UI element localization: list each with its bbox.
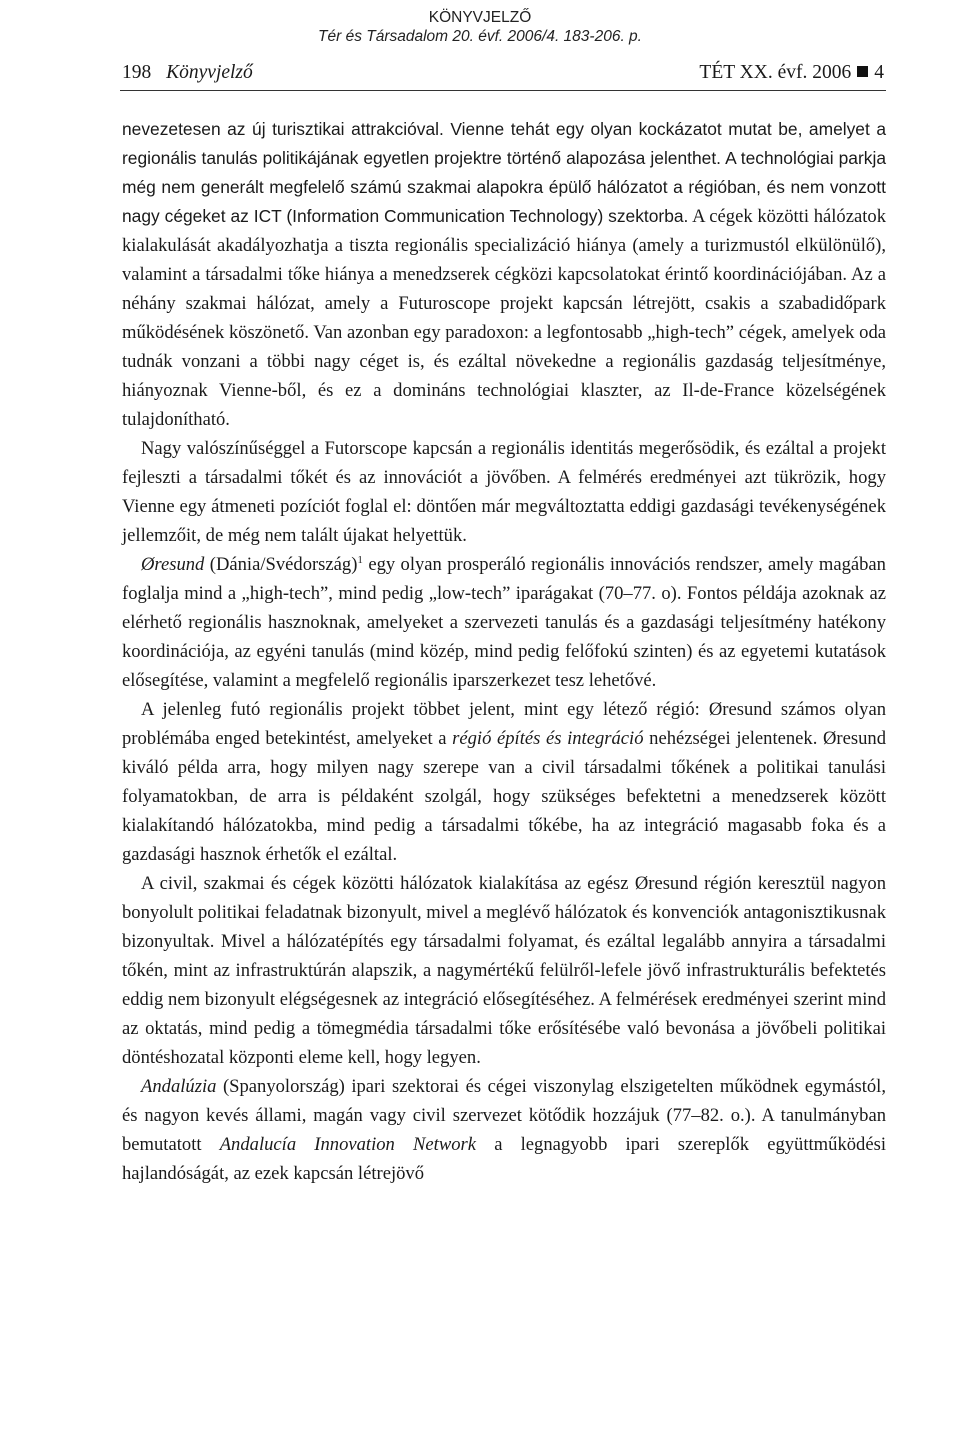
paragraph-4-after: nehézségei jelentenek. Øresund kiváló példa arra, hogy milyen nagy szerepe van a civil társadalmi tőkének a politikai tanulási folyamatokban, de arra is példaként szolgál, hogy szükséges befektetni a menedzserek között kialakítandó hálózatokba, mind pedig a társadalmi tőkébe, ha az integráció magasabb foka és a gazdasági hasznok érhetők el ezáltal. [122,728,886,865]
paragraph-6-after: a legnagyobb ipari szereplők együttműködési hajlandóságát, az ezek kapcsán létrejövő [122,1134,886,1184]
paragraph-1-text: A cégek közötti hálózatok kialakulását akadályozhatja a tiszta regionális specializáció hiánya (amely a turizmustól elkülönülő), valamint a társadalmi tőke hiánya a menedzserek cégközi kapcsolatokat érintő koordinációjában. Az a néhány szakmai hálózat, amely a Futuroscope projekt kapcsán létrejött, csakis a szabadidőpark működésének köszönető. Van azonban egy paradoxon: a legfontosabb „high-tech” cégek, amelyek oda tudnák vonzani a többi nagy céget is, és ezáltal növekedne a regionális gazdaság teljesítménye, hiányoznak Vienne-ből, és ez a domináns technológiai klaszter, az Il-de-France közelségének tulajdonítható. [122,206,886,430]
section-title: Könyvjelző [166,62,253,83]
header-rule [120,90,886,91]
issue-number: 4 [874,62,884,83]
place-andalusia: Andalúzia [141,1076,217,1097]
paragraph-6 [122,1072,886,1188]
footnote-ref: 1 [357,553,363,566]
network-name: Andalucía Innovation Network [219,1134,477,1155]
source-header [0,8,960,46]
paragraph-2: Nagy valószínűséggel a Futorscope kapcsán a regionális identitás megerősödik, és ezáltal a projekt fejleszti a társadalmi tőkét és az innovációt a jövőben. A felmérés eredményei azt tükrözik, hogy Vienne egy átmeneti pozíciót foglal el: döntően már megváltoztatta eddigi gazdasági tevékenységének jellemzőit, de még nem talált újakat helyettük. [122,438,886,546]
running-head [122,60,884,88]
paragraph-3 [122,550,886,695]
place-oresund: Øresund [141,554,205,575]
paragraph-5: A civil, szakmai és cégek közötti hálózatok kialakítása az egész Øresund régión keresztül nagyon bonyolult politikai feladatnak bizonyult, mivel a meglévő hálózatok és konvenciók antagonisztikusnak bizonyultak. Mivel a hálózatépítés egy társadalmi folyamat, és ezáltal legalább annyira a társadalmi tőkén, mint az infrastruktúrán alapszik, a nagymértékű felülről-lefele jövő infrastrukturális befektetés eddig nem bizonyult elégségesnek az integráció elősegítéséhez. A felmérések eredményei szerint mind az oktatás, mind pedig a tömegmédia társadalmi tőke erősítésébe való bevonása a jövőbeli politikai döntéshozatal központi eleme kell, hogy legyen. [122,873,886,1068]
article-body [122,115,886,1188]
paragraph-1-sans-text: nevezetesen az új turisztikai attrakcióval. Vienne tehát egy olyan kockázatot mutat be, amelyet a regionális tanulás politikájának egyetlen projektre történő alapozása jelenthet. A technológiai parkja még nem generált megfelelő számú szakmai alapokra épülő hálózatot a régióban, és nem vonzott nagy cégeket az ICT (Information Communication Technology) szektorba. [122,119,886,226]
page-number: 198 [122,62,152,83]
source-citation: Tér és Társadalom 20. évf. 2006/4. 183-206. p. [318,28,642,45]
journal-volume: TÉT XX. évf. 2006 [699,62,852,83]
paragraph-1 [122,115,886,434]
running-head-left [122,60,253,86]
paragraph-6-mid: (Spanyolország) ipari szektorai és cégei viszonylag elszigetelten működnek egymástól, és nagyon kevés állami, magán vagy civil szervezet kötődik hozzájuk (77–82. o.). A tanulmányban bemutatott [122,1076,886,1155]
paragraph-4 [122,695,886,869]
paragraph-3-text: egy olyan prosperáló regionális innovációs rendszer, amely magában foglalja mind a „high-tech”, mind pedig „low-tech” iparágakat (70–77. o). Fontos példája azoknak az elérhető regionális hasznoknak, amelyeket a szervezeti tanulás és a gazdasági teljesítmény hatékony koordinációja, az egyéni tanulás (mind közép, mind pedig felőfokú szinten) és az egyetemi kutatások elősegítése, valamint a megfelelő regionális iparszerkezet tesz lehetővé. [122,554,886,691]
source-label: KÖNYVJELZŐ [428,9,532,26]
country-label: (Dánia/Svédország) [209,554,358,575]
square-bullet-icon [857,66,868,77]
paragraph-4-before: A jelenleg futó regionális projekt többet jelent, mint egy létező régió: Øresund számos olyan problémába enged betekintést, amelyeket a [122,699,886,749]
paragraph-4-emphasis: régió építés és integráció [452,728,644,749]
running-head-right [699,60,884,86]
